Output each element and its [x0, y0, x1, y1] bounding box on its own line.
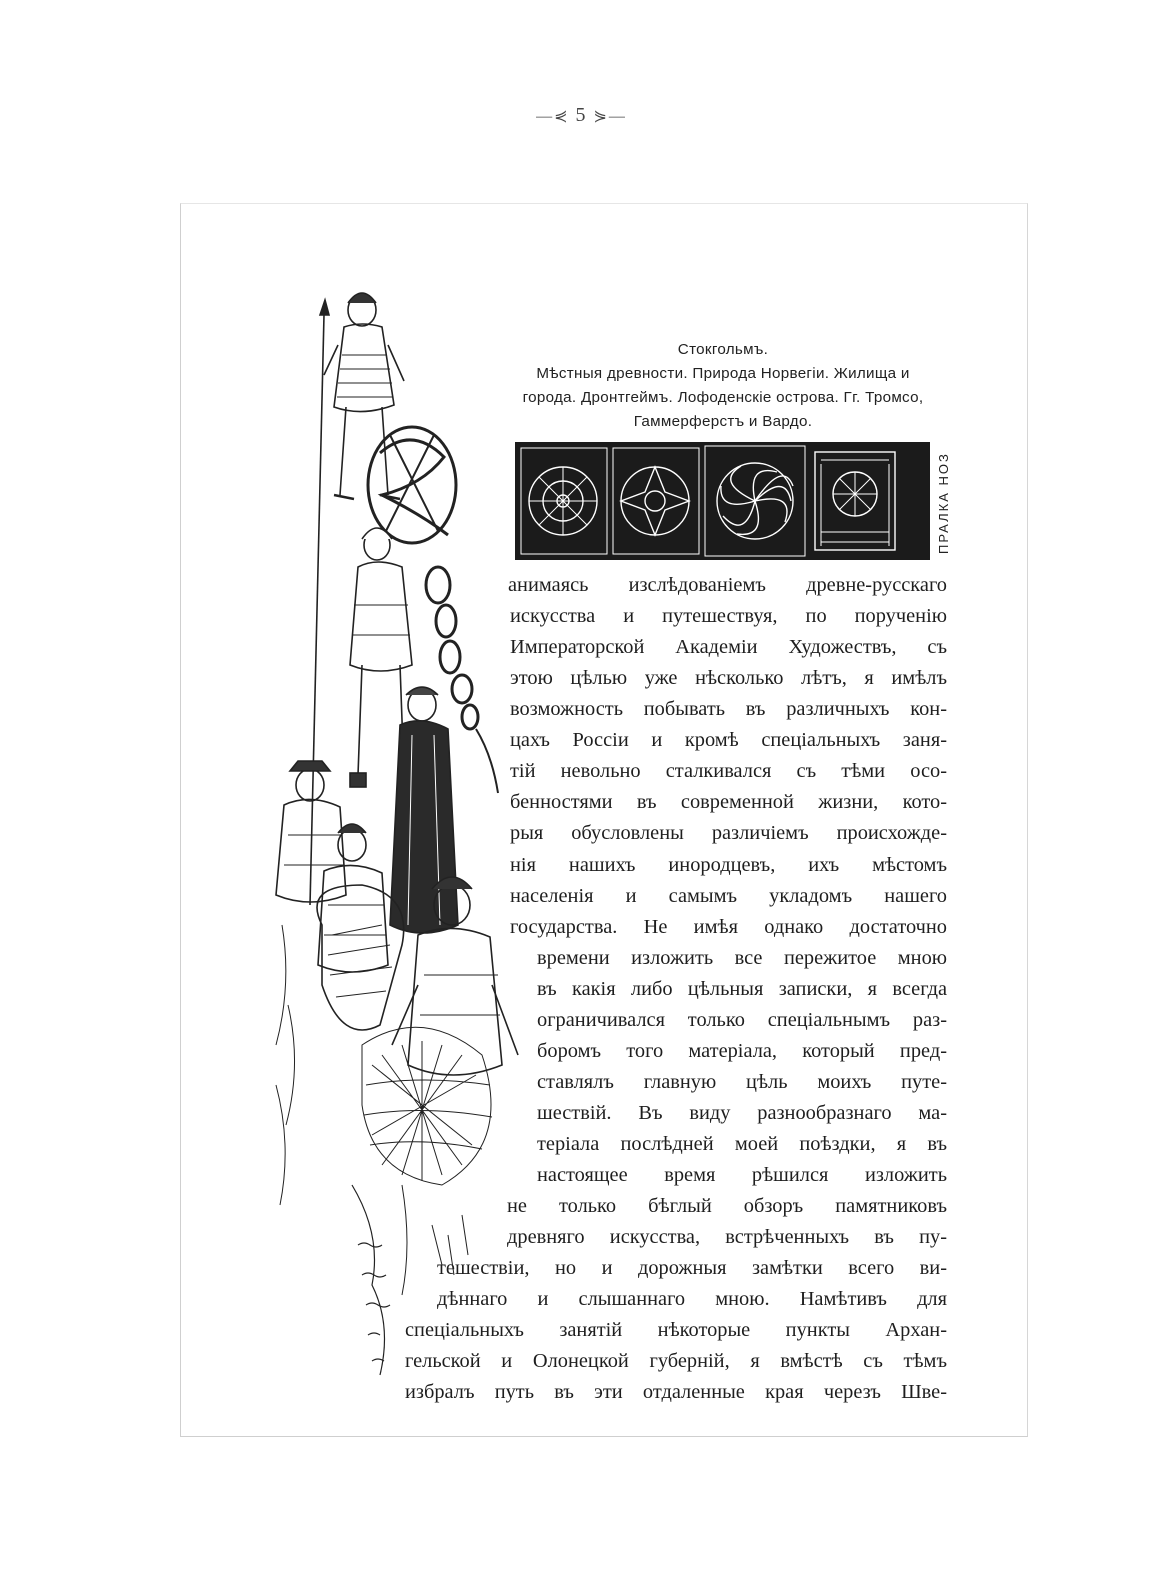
text-line: населенія и самымъ укладомъ нашего	[510, 885, 947, 907]
text-line: искусства и путешествуя, по порученію	[510, 605, 947, 627]
artist-signature: ПРАЛКА НОЗ	[936, 452, 951, 554]
folio-ornament-left: —⋞	[536, 108, 576, 125]
text-line: возможность побывать въ различныхъ кон-	[510, 698, 947, 720]
text-line: тешествіи, но и дорожныя замѣтки всего ви-	[437, 1257, 947, 1279]
text-line: Императорской Академіи Художествъ, съ	[510, 636, 947, 658]
text-line: не только бѣглый обзоръ памятниковъ	[507, 1195, 947, 1217]
text-line: ограничивался только спеціальнымъ раз-	[537, 1009, 947, 1031]
chapter-summary-line: города. Дронтгеймъ. Лофоденскіе острова. Гг. Тромсо,	[522, 389, 924, 406]
text-line: времени изложить все пережитое мною	[537, 947, 947, 969]
text-line: теріала послѣдней моей поѣздки, я въ	[537, 1133, 947, 1155]
text-line: рыя обусловлены различіемъ происхожде-	[510, 822, 947, 844]
text-line: дѣннаго и слышаннаго мною. Намѣтивъ для	[437, 1288, 947, 1310]
text-line: гельской и Олонецкой губерній, я вмѣстѣ съ тѣмъ	[405, 1350, 947, 1372]
chapter-summary-line: Мѣстныя древности. Природа Норвегіи. Жилища и	[536, 365, 910, 382]
text-line: спеціальныхъ занятій нѣкоторые пункты Архан-	[405, 1319, 947, 1341]
text-line: государства. Не имѣя однако достаточно	[510, 916, 947, 938]
text-line: шествій. Въ виду разнообразнаго ма-	[537, 1102, 947, 1124]
folio-ornament-right: ⋟—	[587, 108, 627, 125]
text-line: настоящее время рѣшился изложить	[537, 1164, 947, 1186]
figures-illustration	[262, 285, 532, 1390]
text-line: цахъ Россіи и кромѣ спеціальныхъ заня-	[510, 729, 947, 751]
folio-number: 5	[575, 104, 588, 126]
text-line: нія нашихъ инородцевъ, ихъ мѣстомъ	[510, 854, 947, 876]
text-line: древняго искусства, встрѣченныхъ въ пу-	[507, 1226, 947, 1248]
text-line: анимаясь изслѣдованіемъ древне-русскаго	[508, 574, 947, 596]
text-line: бенностями въ современной жизни, кото-	[510, 791, 947, 813]
text-line: избралъ путь въ эти отдаленные края черезъ Шве-	[405, 1381, 947, 1403]
text-line: боромъ того матеріала, который пред-	[537, 1040, 947, 1062]
text-line: тій невольно сталкивался съ тѣми осо-	[510, 760, 947, 782]
chapter-title: Стокгольмъ.	[677, 341, 769, 358]
text-line: въ какія либо цѣльныя записки, я всегда	[537, 978, 947, 1000]
chapter-summary-line: Гаммерферстъ и Вардо.	[633, 413, 813, 430]
chapter-heading	[505, 338, 941, 434]
text-line: ставлялъ главную цѣль моихъ путе-	[537, 1071, 947, 1093]
page-number	[0, 104, 1163, 127]
ornamental-banner	[515, 442, 955, 560]
text-line: этою цѣлью уже нѣсколько лѣтъ, я имѣлъ	[510, 667, 947, 689]
